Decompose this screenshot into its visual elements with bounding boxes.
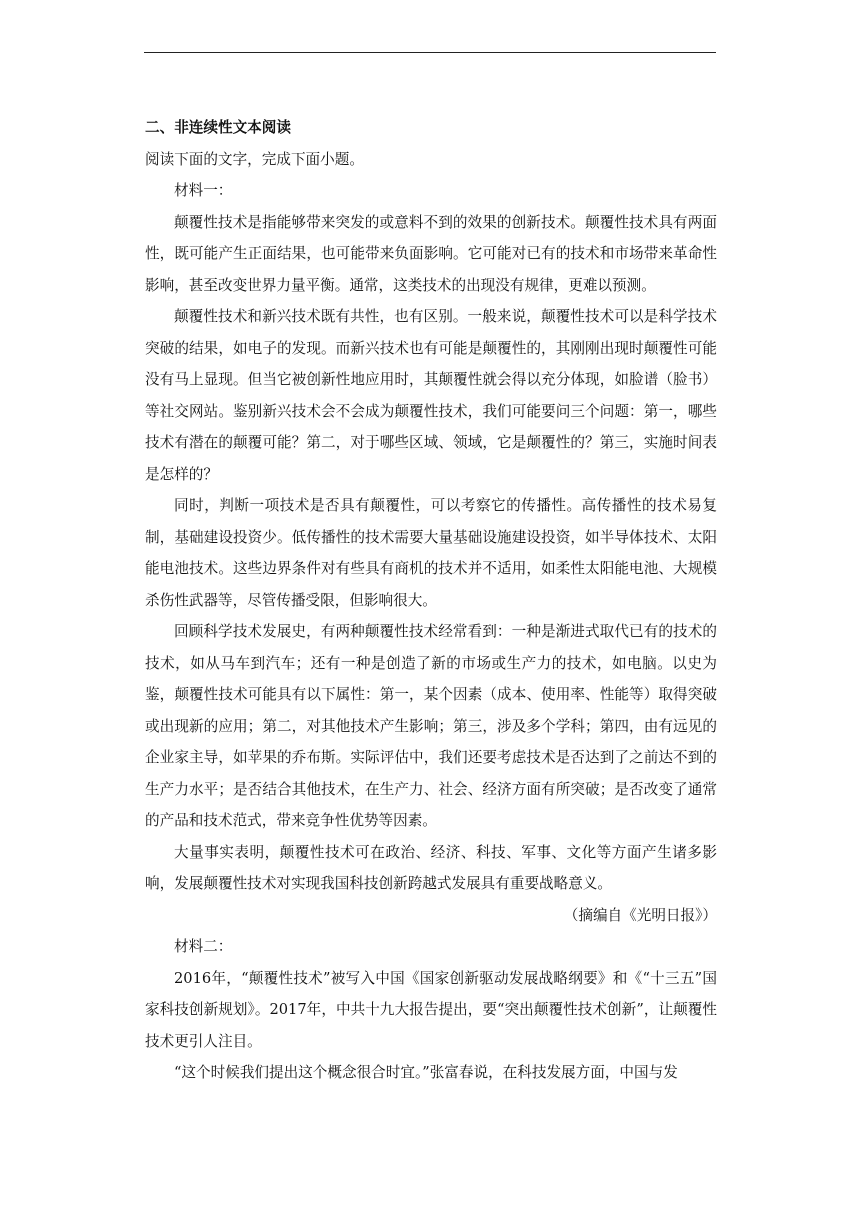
document-body [145, 112, 717, 1089]
material-one-paragraph: 颠覆性技术和新兴技术既有共性，也有区别。一般来说，颠覆性技术可以是科学技术突破的结果，如电子的发现。而新兴技术也有可能是颠覆性的，其刚刚出现时颠覆性可能没有马上显现。但当它被创新性地应用时，其颠覆性就会得以充分体现，如脸谱（脸书）等社交网站。鉴别新兴技术会不会成为颠覆性技术，我们可能要问三个问题：第一，哪些技术有潜在的颠覆可能？第二，对于哪些区域、领域，它是颠覆性的？第三，实施时间表是怎样的？ [145, 308, 717, 483]
material-two-label: 材料二： [174, 938, 233, 955]
header-rule [144, 52, 716, 53]
material-one-paragraph: 大量事实表明，颠覆性技术可在政治、经济、科技、军事、文化等方面产生诸多影响，发展颠覆性技术对实现我国科技创新跨越式发展具有重要战略意义。 [145, 843, 717, 892]
material-one-paragraph: 回顾科学技术发展史，有两种颠覆性技术经常看到：一种是渐进式取代已有的技术的技术，如从马车到汽车；还有一种是创造了新的市场或生产力的技术，如电脑。以史为鉴，颠覆性技术可能具有以下属性：第一，某个因素（成本、使用率、性能等）取得突破或出现新的应用；第二，对其他技术产生影响；第三，涉及多个学科；第四，由有远见的企业家主导，如苹果的乔布斯。实际评估中，我们还要考虑技术是否达到了之前达不到的生产力水平；是否结合其他技术，在生产力、社会、经济方面有所突破；是否改变了通常的产品和技术范式，带来竞争性优势等因素。 [145, 623, 717, 829]
material-one-paragraph: 颠覆性技术是指能够带来突发的或意料不到的效果的创新技术。颠覆性技术具有两面性，既可能产生正面结果，也可能带来负面影响。它可能对已有的技术和市场带来革命性影响，甚至改变世界力量平衡。通常，这类技术的出现没有规律，更难以预测。 [145, 213, 717, 294]
material-two-paragraph: 2016年，“颠覆性技术”被写入中国《国家创新驱动发展战略纲要》和《“十三五”国家科技创新规划》。2017年，中共十九大报告提出，要“突出颠覆性技术创新”，让颠覆性技术更引人注目。 [145, 969, 717, 1050]
material-one-source: （摘编自《光明日报》） [563, 906, 717, 924]
material-two-paragraph: “这个时候我们提出这个概念很合时宜。”张富春说，在科技发展方面，中国与发 [174, 1064, 678, 1081]
reading-instruction: 阅读下面的文字，完成下面小题。 [145, 150, 364, 168]
section-title: 二、非连续性文本阅读 [145, 119, 291, 136]
material-one-paragraph: 同时，判断一项技术是否具有颠覆性，可以考察它的传播性。高传播性的技术易复制，基础建设投资少。低传播性的技术需要大量基础设施建设投资，如半导体技术、太阳能电池技术。这些边界条件对有些具有商机的技术并不适用，如柔性太阳能电池、大规模杀伤性武器等，尽管传播受限，但影响很大。 [145, 497, 717, 609]
material-one-label: 材料一： [174, 182, 233, 199]
